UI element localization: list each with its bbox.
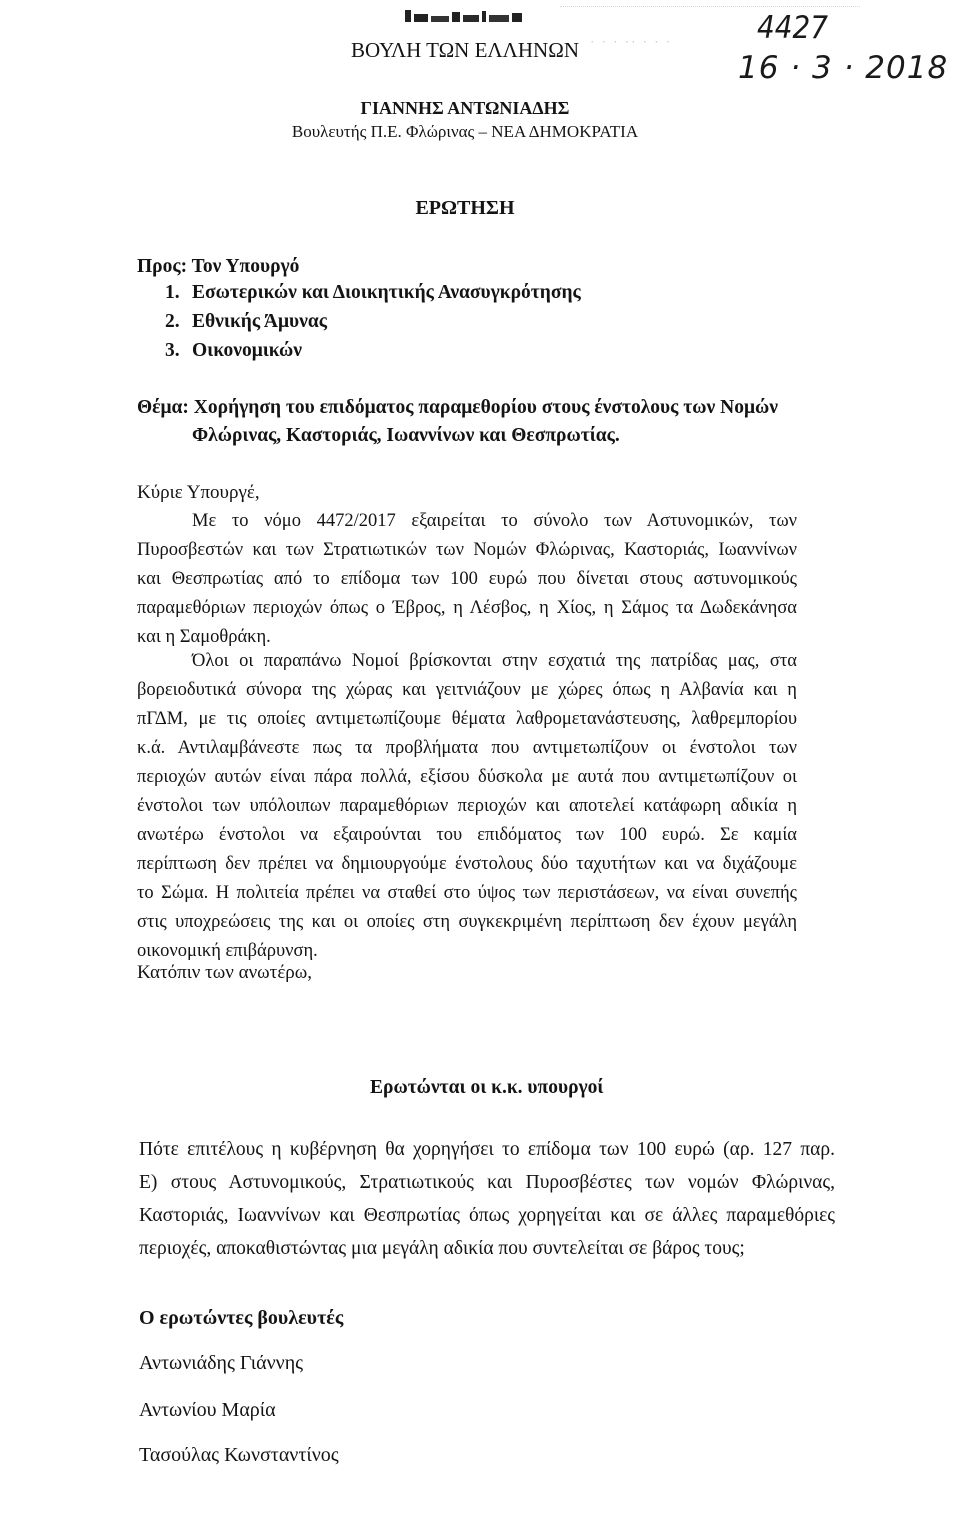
question-heading: Ερωτώνται οι κ.κ. υπουργοί (370, 1077, 604, 1098)
subject-line-2: Φλώρινας, Καστοριάς, Ιωαννίνων και Θεσπρωτίας. (192, 425, 620, 446)
paragraph-line: το Σώμα. Η πολιτεία πρέπει να σταθεί στο ύψος των περιστάσεων, να είναι συνεπής (137, 883, 797, 903)
paragraph-line: και Θεσπρωτίας από το επίδομα των 100 ευρώ που δίνεται στους αστυνομικούς (137, 569, 797, 589)
question-line: Καστοριάς, Ιωαννίνων και Θεσπρωτίας όπως χορηγείται και σε άλλες παραμεθόριες (139, 1205, 835, 1226)
document-type-title: ΕΡΩΤΗΣΗ (415, 197, 515, 219)
paragraph-line: στις υποχρεώσεις της και οι οποίες στη συγκεκριμένη περίπτωση δεν έχουν μεγάλη (137, 912, 797, 932)
parliament-heading: ΒΟΥΛΗ ΤΩΝ ΕΛΛΗΝΩΝ (351, 38, 579, 62)
paragraph-line: πΓΔΜ, με τις οποίες αντιμετωπίζουμε θέματα λαθρομετανάστευσης, λαθρεμπορίου (137, 709, 797, 729)
question-paragraph (139, 1133, 835, 1265)
paragraph-line: περίπτωση δεν πρέπει να δημιουργούμε ένστολους δύο ταχυτήτων και να διχάζουμε (137, 854, 797, 874)
list-item (165, 340, 581, 369)
ministry-name: Εθνικής Άμυνας (192, 311, 327, 332)
addressee-label: Προς: Τον Υπουργό (137, 256, 300, 277)
paragraph-line: παραμεθόριων περιοχών όπως ο Έβρος, η Λέσβος, η Χίος, η Σάμος τα Δωδεκάνησα (137, 598, 797, 618)
signer-name: Αντωνίου Μαρία (139, 1399, 276, 1421)
paragraph-line: περιοχών αυτών είναι πάρα πολλά, εξίσου δύσκολα με αυτά που αντιμετωπίζουν οι (137, 767, 797, 787)
author-role: Βουλευτής Π.Ε. Φλώρινας – ΝΕΑ ΔΗΜΟΚΡΑΤΙΑ (291, 122, 639, 141)
handwritten-date: 16 · 3 · 2018 (738, 50, 949, 86)
ministry-name: Οικονομικών (192, 340, 303, 361)
question-line: Πότε επιτέλους η κυβέρνηση θα χορηγήσει το επίδομα των 100 ευρώ (αρ. 127 παρ. (139, 1139, 835, 1160)
question-line: Ε) στους Αστυνομικούς, Στρατιωτικούς και Πυροσβέστες των νομών Φλώρινας, (139, 1172, 835, 1193)
question-line: περιοχές, αποκαθιστώντας μια μεγάλη αδικία που συντελείται σε βάρος τους; (139, 1238, 745, 1259)
paragraph-line: ανωτέρω ένστολοι να εξαιρούνται του επιδόματος των 100 ευρώ. Σε καμία (137, 825, 797, 845)
list-item (165, 282, 581, 311)
faint-stamp-text: · · · ·· · · · (590, 34, 673, 49)
subject-line-1: Θέμα: Χορήγηση του επιδόματος παραμεθορίου στους ένστολους των Νομών (137, 397, 778, 418)
ministry-number: 1. (165, 282, 180, 303)
paragraph-line: ένστολοι των υπόλοιπων παραμεθόριων περιοχών και αποτελεί κατάφωρη αδικία η (137, 796, 797, 816)
greeting: Κύριε Υπουργέ, (137, 482, 260, 503)
handwritten-protocol-number: 4427 (757, 10, 829, 46)
paragraph-line: οικονομική επιβάρυνση. (137, 941, 318, 961)
paragraph-2 (137, 647, 797, 966)
paragraph-line: βορειοδυτικά σύνορα της χώρας και γειτνιάζουν με χώρες όπως η Αλβανία και η (137, 680, 797, 700)
ministry-number: 3. (165, 340, 180, 361)
fax-header-marks (405, 6, 525, 24)
paragraph-1 (137, 507, 797, 652)
paragraph-line: Πυροσβεστών και των Στρατιωτικών των Νομών Φλώρινας, Καστοριάς, Ιωαννίνων (137, 540, 797, 560)
closing-intro: Κατόπιν των ανωτέρω, (137, 962, 313, 983)
paragraph-line: Με το νόμο 4472/2017 εξαιρείται το σύνολο των Αστυνομικών, των (192, 511, 797, 531)
list-item (165, 311, 581, 340)
author-name: ΓΙΑΝΝΗΣ ΑΝΤΩΝΙΑΔΗΣ (360, 98, 570, 118)
ministry-number: 2. (165, 311, 180, 332)
signer-name: Αντωνιάδης Γιάννης (139, 1352, 304, 1374)
ministry-name: Εσωτερικών και Διοικητικής Ανασυγκρότησης (192, 282, 581, 303)
signers-title: Ο ερωτώντες βουλευτές (139, 1307, 344, 1329)
ministry-list (165, 282, 581, 369)
paragraph-line: κ.ά. Αντιλαμβάνεστε πως τα προβλήματα που αντιμετωπίζουν οι ένστολοι των (137, 738, 797, 758)
signer-name: Τασούλας Κωνσταντίνος (139, 1444, 339, 1466)
paragraph-line: και η Σαμοθράκη. (137, 627, 271, 647)
paragraph-line: Όλοι οι παραπάνω Νομοί βρίσκονται στην εσχατιά της πατρίδας μας, στα (192, 651, 797, 671)
